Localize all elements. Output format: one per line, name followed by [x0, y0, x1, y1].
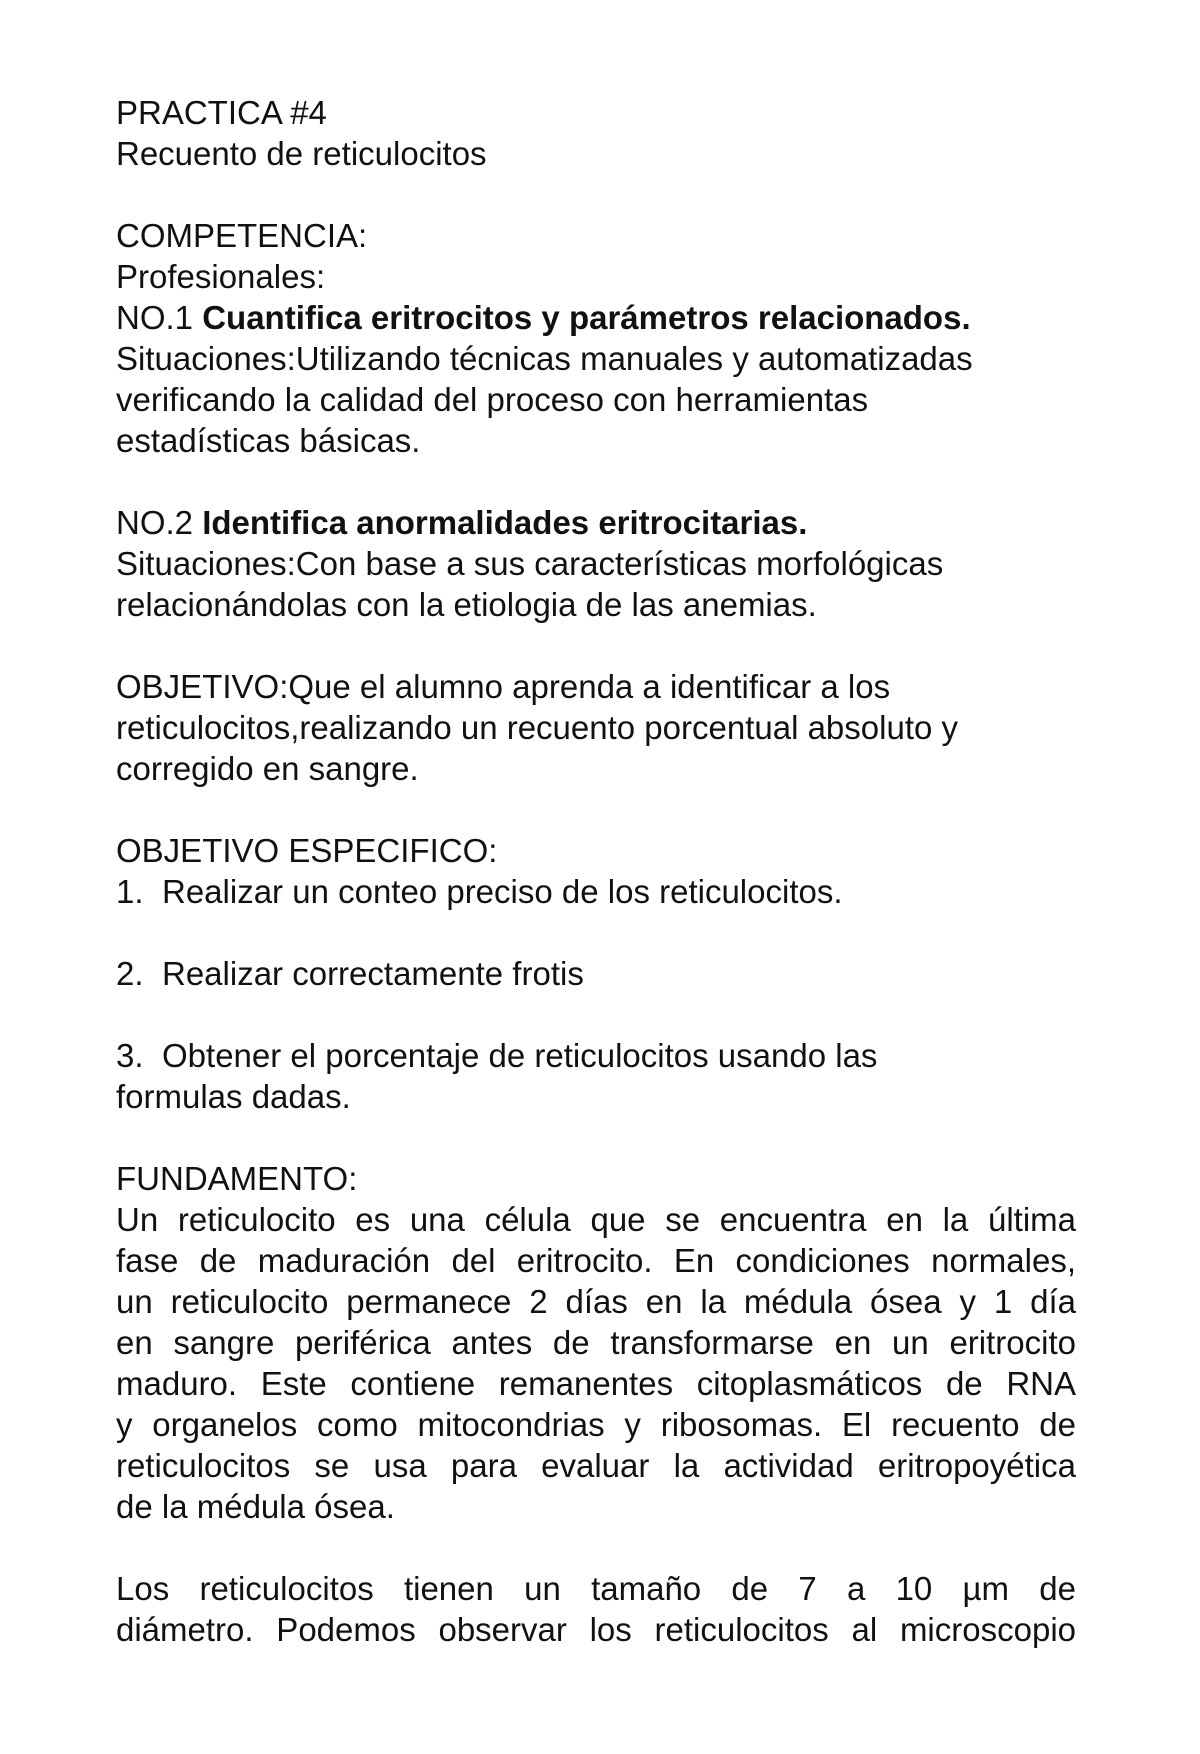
objetivo-line: reticulocitos,realizando un recuento porcentual absoluto y — [116, 709, 959, 746]
objetivo-line: OBJETIVO:Que el alumno aprenda a identificar a los — [116, 668, 891, 705]
competencia-item-2-heading — [116, 502, 1076, 543]
spacer — [116, 174, 1076, 215]
fundamento-paragraph-2 — [116, 1568, 1076, 1650]
competencia-item-1-heading — [116, 297, 1076, 338]
paragraph-line: diámetro. Podemos observar los reticulocitos al microscopio — [116, 1611, 1076, 1648]
practice-subtitle: Recuento de reticulocitos — [116, 135, 487, 172]
competencia-section — [116, 215, 1076, 625]
paragraph-line: maduro. Este contiene remanentes citoplasmáticos de RNA — [116, 1365, 1076, 1402]
spacer — [116, 1117, 1076, 1158]
spacer — [116, 789, 1076, 830]
objetivo-section — [116, 666, 1076, 789]
fundamento-heading: FUNDAMENTO: — [116, 1160, 358, 1197]
competencia-item-1-line: verificando la calidad del proceso con herramientas — [116, 381, 869, 418]
list-item-continuation: formulas dadas. — [116, 1078, 351, 1115]
competencia-item-1-line: estadísticas básicas. — [116, 422, 421, 459]
competencia-item-1-number: NO.1 — [116, 299, 203, 336]
competencia-item-2-line: Situaciones:Con base a sus características morfológicas — [116, 545, 944, 582]
list-item-text: Realizar correctamente frotis — [162, 955, 584, 992]
profesionales-label: Profesionales: — [116, 258, 326, 295]
paragraph-line: un reticulocito permanece 2 días en la médula ósea y 1 día — [116, 1283, 1076, 1320]
competencia-item-2-line: relacionándolas con la etiologia de las anemias. — [116, 586, 817, 623]
competencia-item-2-title: Identifica anormalidades eritrocitarias. — [202, 504, 808, 541]
paragraph-line: de la médula ósea. — [116, 1488, 395, 1525]
objetivo-line: corregido en sangre. — [116, 750, 419, 787]
list-item-text: Realizar un conteo preciso de los reticulocitos. — [162, 873, 843, 910]
document-page — [116, 92, 1076, 1650]
competencia-item-1-line: Situaciones:Utilizando técnicas manuales y automatizadas — [116, 340, 973, 377]
fundamento-section — [116, 1158, 1076, 1650]
document-header — [116, 92, 1076, 174]
list-item-text: Obtener el porcentaje de reticulocitos usando las — [162, 1037, 878, 1074]
spacer — [116, 625, 1076, 666]
competencia-heading: COMPETENCIA: — [116, 217, 368, 254]
paragraph-line: en sangre periférica antes de transformarse en un eritrocito — [116, 1324, 1076, 1361]
paragraph-line: Un reticulocito es una célula que se encuentra en la última — [116, 1201, 1076, 1238]
paragraph-line: Los reticulocitos tienen un tamaño de 7 a 10 µm de — [116, 1570, 1076, 1607]
paragraph-line: fase de maduración del eritrocito. En condiciones normales, — [116, 1242, 1076, 1279]
competencia-item-2-number: NO.2 — [116, 504, 203, 541]
spacer — [116, 994, 1076, 1035]
list-item-number: 1. — [116, 873, 144, 910]
list-item — [116, 953, 1076, 994]
list-item-number: 2. — [116, 955, 144, 992]
practice-title: PRACTICA #4 — [116, 94, 327, 131]
list-item — [116, 1035, 1076, 1076]
objetivo-especifico-heading: OBJETIVO ESPECIFICO: — [116, 832, 498, 869]
competencia-item-1-title: Cuantifica eritrocitos y parámetros relacionados. — [202, 299, 971, 336]
fundamento-paragraph-1 — [116, 1199, 1076, 1527]
spacer — [116, 1527, 1076, 1568]
objetivo-especifico-section — [116, 830, 1076, 1117]
list-item — [116, 871, 1076, 912]
list-item-number: 3. — [116, 1037, 144, 1074]
paragraph-line: y organelos como mitocondrias y ribosomas. El recuento de — [116, 1406, 1076, 1443]
spacer — [116, 912, 1076, 953]
spacer — [116, 461, 1076, 502]
paragraph-line: reticulocitos se usa para evaluar la actividad eritropoyética — [116, 1447, 1076, 1484]
